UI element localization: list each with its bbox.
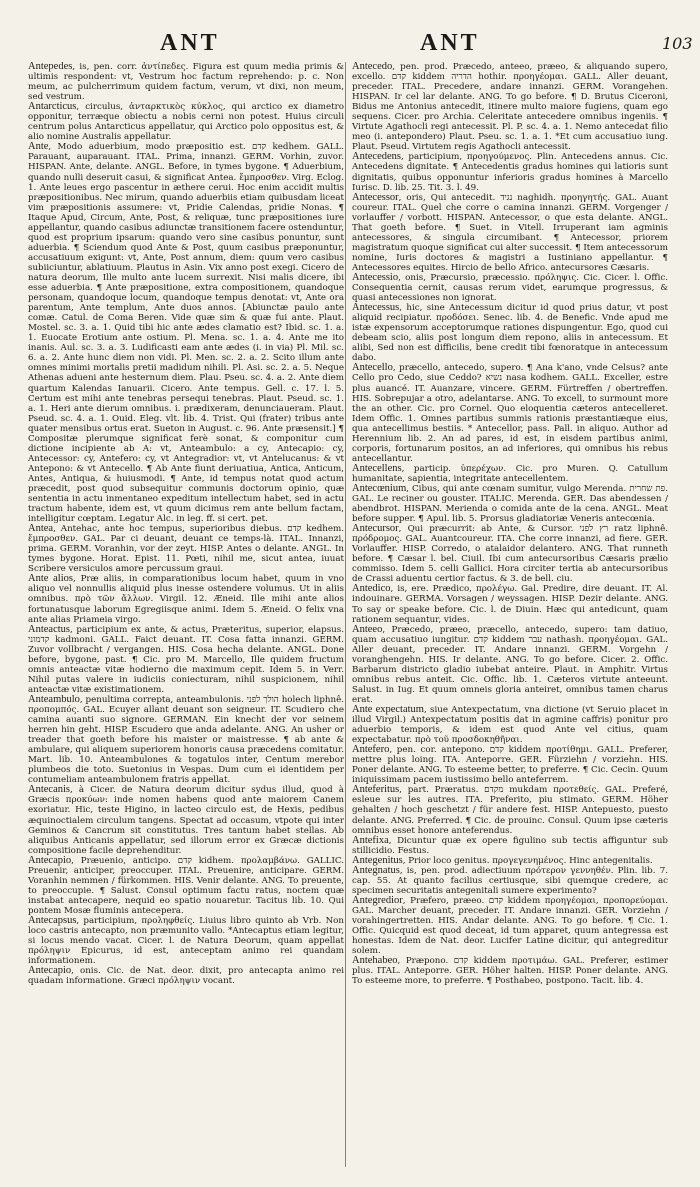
entry-headword: Antecursor xyxy=(352,523,399,535)
dictionary-entry: Antehabeo, Præpono. קדם kiddem προτιμάω. GAL. Preferer, estimer plus. ITAL. Anteporre. GER. Höher halten. HISP. Poner delante. ANG. To esteeme more, to preferre. ¶ Posthabeo, postpono. Tacit. lib. 4. xyxy=(352,955,668,987)
entry-definition: à Cicer. de Natura deorum dicitur sydus illud, quod à Græcis προκύων: inde nomen habens quod ante maiorem Canem exoriatur. Hic, teste Higino, in lacteo circulo est, de Hexis, pedibus æquinoctialem circulum tangens. Spectat ad occasum, vtpote qui inter Geminos & Cancrum sit constitutus. Tres tantum habet stellas. Ab aliquibus Anticanis appellatur, sed illorum error ex Græcæ dictionis compositione facile deprehenditur. xyxy=(28,785,344,856)
entry-headword: Antecapio xyxy=(28,965,72,977)
right-column xyxy=(352,62,668,1172)
dictionary-entry: Antefixa, Dicuntur quæ ex opere figulino sub tectis affiguntur sub stillicidio. Festus. xyxy=(352,834,668,856)
entry-definition: part. Præratus. מקדם mukdam προτεθείς. GAL. Preferé, esleue sur les autres. ITA. Preferito, piu stimato. GERM. Höher gehalten / hoch geschetzt / für andere fest. HISP. Antepuesto, puesto delante. ANG. Preferred. ¶ Cic. de prouinc. Consul. Quum ipse cæteris omnibus esset honore anteferendus. xyxy=(352,785,668,836)
entry-headword: Antecessio xyxy=(352,271,399,283)
entry-headword: Ante expectatum xyxy=(352,704,424,715)
entry-definition: Dicuntur quæ ex opere figulino sub tectis affiguntur sub stillicidio. Festus. xyxy=(352,835,668,856)
entry-headword: Antecœnium xyxy=(352,482,407,494)
dictionary-entry: Antegenitus, Prior loco genitus. προγεγενημένος. Hinc antegenitalis. xyxy=(352,854,653,866)
entry-headword: Antecessor xyxy=(352,191,399,203)
entry-headword: Ante alios xyxy=(28,573,73,585)
entry-headword: Antecessus xyxy=(352,302,400,314)
entry-definition: onis, Præcursio, præcessio. πρόληψις. Cic. Cicer. l. Offic. Consequentia cernit, causas rerum videt, earumque progressus, & quasi antecessiones non ignorat. xyxy=(352,272,668,304)
right-running-head: ANT xyxy=(420,30,480,56)
entry-headword: Antecellens xyxy=(352,462,402,474)
entry-headword: Antedico xyxy=(352,583,391,595)
dictionary-entry: Anteeo, Præcedo, præeo, præcello, antecedo, supero: tam datiuo, quam accusatiuo iungitur. קדם kiddem עבר nathash. προηγέομαι. GAL. Aller deuant, preceder. IT. Andare innanzi. GERM. Vorgehn / voranghengehn. HIS. Ir delante. ANG. To go before. Cicer. 2. Offic. Barbarum districto gladio iubebat anteire. Plaut. in Amphitr. Virtus omnibus rebus anteit. Cic. Offic. lib. 1. Cæteros virtute anteeunt. Salust. in Iug. Et quum omneis gloria anteiret, omnibus tamen charus erat. xyxy=(352,623,668,705)
left-column xyxy=(28,62,344,1172)
entry-definition: particip. ὑπερέχων. Cic. pro Muren. Q. Catullum humanitate, sapientia, integritate antecellentem. xyxy=(352,463,668,484)
entry-headword: Antegnatus xyxy=(352,864,400,876)
entry-headword: Anteferitus xyxy=(352,784,400,796)
dictionary-entry: Antepedes, is, pen. corr. ἀντίπεδες. Figura est quum media primis & ultimis respondent: vt, Vestrum hoc factum reprehendo: p. c. Non meum, ac pulcherrimum quidem factum, verum, vt dixi, non meum, sed vestrum. xyxy=(28,62,344,103)
entry-definition: Modo aduerbium, modo præpositio est. קדם kedhem. GALL. Parauant, auparauant. ITAL. Prima, innanzi. GERM. Vorhin, zuvor. HISPAN. Ante, delante. ANGL. Before, in tymes bygone. ¶ Aduerbium, quando nulli deseruit casui, & significat Antea. ἔμπροσθεν. Virg. Eclog. 1. Ante leues ergo pascentur in æthere cerui. Hoc enim accidit multis præpositionibus. Nec mirum, quando aduerbiis etiam quibusdam liceat vim præpositionis assumere: vt, Pridie Calendas, pridie Nonas. ¶ Itaque Apud, Circum, Ante, Post, & reliquæ, tunc præpositiones iure appellantur, quando casibus adiunctæ transitionem facere ostenduntur, quod est proprium ipsarum: quando vero sine casibus ponuntur, sunt aduerbia. ¶ Sciendum quod Ante & Post, quum casibus præponuntur, accusatiuum exigunt: vt, Ante, Post annum, diem: quum vero casibus subiiciuntur, ablatiuum. Plautus in Asin. Vix anno post exegi. Cicero de natura deorum, Ille multo ante lucem surrexit. Nisi malis dicere, ibi esse aduerbia. ¶ Ante præpositione, extra compositionem, quandoque personam, quandoque locum, quandoque tempus denotat: vt, Ante ora parentum, Ante templum, Ante duos annos. [Abiunctæ paulo ante comæ. Catul. de Coma Beren. Vide quæ sim & quæ fui ante. Plaut. Mostel. sc. 3. a. 1. Quid tibi hic ante ædes clamatio est? Ibid. sc. 1. a. 1. Euocate Erotium ante ostium. Pl. Mena. sc. 1. a. 4. Ante me ito inanis. Aul. sc. 3. a. 3. Ludificasti eam ante ædes (i. in via) Pl. Mil. sc. 6. a. 2. Ante hunc diem non vidi. Pl. Men. sc. 2. a. 2. Scito illum ante omnes minimi mortalis pretii madidum nihili. Pl. Asi. sc. 2. a. 5. Neque Athenas adueni ante hesternum diem. Plau. Pseu. sc. 4. a. 2. Ante diem quartum Kalendas Ianuarii. Cicero. Ante tempus. Gell. c. 17. l. 5. Certum est mihi ante tenebras persequi tenebras. Plaut. Pseud. sc. 1. a. 1. Heri ante dierum omnibus. i. prædixeram, denunciaueram. Plaut. Pseud. sc. 4. a. 1. Ouid. Eleg. vlt. lib. 4. Trist. Qui (frater) tribus ante quater mensibus ortus erat. Sueton in August. c. 96. Ante præsensit.] ¶ Compositæ plerumque significat ferè sonat, & componitur cum dictione incipiente ab A: vt, Anteambulo: a cy, Antecapio: cy, Antecessor: cy, Antefero: cy, vt Antegradior: vt, vt Antelucanus: & vt Antepono: & vt Antecello. ¶ Ab Ante fiunt deriuatiua, Antica, Anticum, Antes, Antiqua, & huiusmodi. ¶ Ante, id tempus notat quod actum præcedit, post quod subsequitur communis doctorum opinio, quæ sententia in actu inmentaneo expeditum intellectum habet, sed in actu tractum habente, idem est, vt quum dicimus rem ante bellum factam, intelligitur cœptam. Legatur Alc. in leg. ff. si cert. pet. xyxy=(28,142,344,525)
entry-definition: onis. Cic. de Nat. deor. dixit, pro antecapta animo rei quadam informatione. Græci πρόληψιν vocant. xyxy=(28,966,344,987)
entry-headword: Antea xyxy=(28,523,54,535)
left-running-head: ANT xyxy=(160,30,220,56)
entry-definition: penultima correpta, anteambulonis. הולך לפני holech liphnê. προπομπός. GAL. Ecuyer allant deuant son seigneur. IT. Scudiero che camina auanti suo signore. GERMAN. Ein knecht der vor seinem herren hin geht. HISP. Escudero que anda adelante. ANG. An usher or treader that goeth before his maister or maistresse. ¶ ab ante & ambulare, qui aliquem superiorem honoris causa præcedens comitatur. Mart. lib. 10. Anteambulones & togatulos inter, Centum merebor plumbeos die toto. Suetonius in Vespas. Dum cum ei identidem per contumeliam anteambulonem fratris appellat. xyxy=(28,694,344,786)
entry-definition: pen. cor. antepono. קדם kiddem προτίθημι. GALL. Preferer, mettre plus loing. ITA. Anteporre. GER. Fürziehn / vorziehn. HIS. Poner delante. ANG. To esteeme better, to preferre. ¶ Cic. Cecin. Quum iniquissimam pacem iustissimo bello anteferrem. xyxy=(352,745,668,786)
entry-headword: Antepedes xyxy=(28,62,73,72)
dictionary-entry: Antefero, pen. cor. antepono. קדם kiddem προτίθημι. GALL. Preferer, mettre plus loing. ITA. Anteporre. GER. Fürziehn / vorziehn. HIS. Poner delante. ANG. To esteeme better, to preferre. ¶ Cic. Cecin. Quum iniquissimam pacem iustissimo bello anteferrem. xyxy=(352,744,668,786)
entry-definition: Præ aliis, in comparationibus locum habet, quum in vno aliquo vel nonnullis aliquid plus inesse ostendere volumus. Ut in aliis omnibus. πρὸ τῶν ἄλλων. Virgil. 12. Æneid. Ille mihi ante alios fortunatusque laborum Egregiisque animi. Idem 5. Æneid. O felix vna ante alias Priameia virgo. xyxy=(28,574,344,625)
entry-definition: is, ere. Prædico, προλέγω. Gal. Predire, dire deuant. IT. Al. indouinare. GERMA. Vorsagen / weyssagen. HISP. Dezir delante. ANG. To say or speake before. Cic. l. de Diuin. Hæc qui antedicunt, quam rationem sequantur, vides. xyxy=(352,584,668,625)
entry-headword: Anteeo xyxy=(352,623,383,635)
dictionary-entry: Ante alios, Præ aliis, in comparationibus locum habet, quum in vno aliquo vel nonnullis aliquid plus inesse ostendere volumus. Ut in aliis omnibus. πρὸ τῶν ἄλλων. Virgil. 12. Æneid. Ille mihi ante alios fortunatusque laborum Egregiisque animi. Idem 5. Æneid. O felix vna ante alias Priameia virgo. xyxy=(28,573,344,625)
entry-headword: Ante xyxy=(28,141,49,153)
entry-definition: hic, sine Antecessum dicitur id quod prius datur, vt post aliquid recipiatur. προδόσει. Senec. lib. 4. de Benefic. Vnde apud me istæ expensorum acceptorumque rationes dispungentur. Ego, quod cui debeam scio, aliis post longum diem repono, aliis in antecessum. Et alibi, Sed non est difficilis, bene credit tibi fœnoratque in antecessum dabo. xyxy=(352,303,668,364)
dictionary-entry: Antegredior, Præfero, præeo. קדם kiddem προηγέομαι, προπορεύομαι. GAL. Marcher deuant, preceder. IT. Andare innanzi. GER. Vorziehn / vorahingertretten. HIS. Andar delante. ANG. To go before. ¶ Cic. 1. Offic. Quicquid est quod deceat, id tum apparet, quum antegressa est honestas. Idem de Nat. deor. Lucifer Latine dicitur, qui antegreditur solem. xyxy=(352,894,668,957)
dictionary-entry: Antecedo, pen. prod. Præcedo, anteeo, præeo, & aliquando supero, excello. קדם kiddem הדריה hothir. προηγέομαι. GALL. Aller deuant, preceder. ITAL. Precedere, andare innanzi. GERM. Vorangehen. HISPAN. Ir cel lar delante. ANG. To go before. ¶ D. Brutus Ciceroni, Bidus me Antonius antecedit, itinere multo maiore fugiens, quam ego sequens. Cicer. pro Archia. Celeritate antecedere omnibus ingeniis. ¶ Virtute Agathocli regi antecessit. Pl. P. sc. 4. a. 1. Nemo antecedat filio meo (i. antepondero) Plaut. Pseu. sc. 1. a. 1. *Et cum accusatiuo iung. Plaut. Pseud. Virtutem regis Agathocli antecessit. xyxy=(352,62,668,153)
entry-definition: Præpono. קדם kiddem προτιμάω. GAL. Preferer, estimer plus. ITAL. Anteporre. GER. Höher halten. HISP. Poner delante. ANG. To esteeme more, to preferre. ¶ Posthabeo, postpono. Tacit. lib. 4. xyxy=(352,956,668,987)
dictionary-entry: Antecapio, Præuenio, anticipo. קדם kidhem. προλαμβάνω. GALLIC. Preuenir, anticiper, preoccuper. ITAL. Preuenire, anticipare. GERM. Voranhin nemmen / fürkommen. HIS. Venir delante. ANG. To preuente, to preoccupie. ¶ Salust. Consul optimum factu ratus, noctem quæ instabat antecapere, nequid eo spatio nouaretur. Tacitus lib. 10. Qui pontem Mosæ fluminis antecepera. xyxy=(28,854,344,916)
entry-definition: pen. prod. Præcedo, anteeo, præeo, & aliquando supero, excello. קדם kiddem הדריה hothir. προηγέομαι. GALL. Aller deuant, preceder. ITAL. Precedere, andare innanzi. GERM. Vorangehen. HISPAN. Ir cel lar delante. ANG. To go before. ¶ D. Brutus Ciceroni, Bidus me Antonius antecedit, itinere multo maiore fugiens, quam ego sequens. Cicer. pro Archia. Celeritate antecedere omnibus ingeniis. ¶ Virtute Agathocli regi antecessit. Pl. P. sc. 4. a. 1. Nemo antecedat filio meo (i. antepondero) Plaut. Pseu. sc. 1. a. 1. *Et cum accusatiuo iung. Plaut. Pseud. Virtutem regis Agathocli antecessit. xyxy=(352,62,668,153)
dictionary-entry: Antecessor, oris, Qui antecedit. נגיד naghidh. προηγητής. GAL. Auant coureur. ITAL. Quel che corre o camina innanzi. GERM. Vorgenger / vorlauffer / vorbott. HISPAN. Antecessor, o que esta delante. ANGL. That goeth before. ¶ Suet. in Vitell. Irruperant iam agminis antecessores, & singula circumibant. ¶ Antecessor, priorem magistratum quoque significat cui alter successit. ¶ Item antecessorum nomine, Iuris doctores & magistri a Iustiniano appellantur. ¶ Antecessores equites. Hircio de bello Africo. antecursores Cæsaris. xyxy=(352,191,668,273)
entry-headword: Antecapsus xyxy=(28,914,77,926)
dictionary-entry: Antarcticus, circulus, ἀνταρκτικὸς κύκλος, qui arctico ex diametro opponitur, terræque obiectu a nobis cerni non potest. Huius circuli centrum polus Antarcticus appellatur, qui Arctico polo oppositus est, & alio nomine Australis appellatur. xyxy=(28,101,344,143)
dictionary-entry: Antedico, is, ere. Prædico, προλέγω. Gal. Predire, dire deuant. IT. Al. indouinare. GERMA. Vorsagen / weyssagen. HISP. Dezir delante. ANG. To say or speake before. Cic. l. de Diuin. Hæc qui antedicunt, quam rationem sequantur, vides. xyxy=(352,583,668,625)
entry-definition: is, pen. prod. adiectiuum πρότερον γεννηθέν. Plin. lib. 7. cap. 55. At quanto facilius certiusque, sibi quemque credere, ac specimen securitatis antegenitali sumere experimento? xyxy=(352,865,668,896)
entry-headword: Anteactus xyxy=(28,623,70,635)
entry-headword: Anteambulo xyxy=(28,693,80,705)
dictionary-entry: Ante, Modo aduerbium, modo præpositio est. קדם kedhem. GALL. Parauant, auparauant. ITAL. Prima, innanzi. GERM. Vorhin, zuvor. HISPAN. Ante, delante. ANGL. Before, in tymes bygone. ¶ Aduerbium, quando nulli deseruit casui, & significat Antea. ἔμπροσθεν. Virg. Eclog. 1. Ante leues ergo pascentur in æthere cerui. Hoc enim accidit multis præpositionibus. Nec mirum, quando aduerbiis etiam quibusdam liceat vim præpositionis assumere: vt, Pridie Calendas, pridie Nonas. ¶ Itaque Apud, Circum, Ante, Post, & reliquæ, tunc præpositiones iure appellantur, quando casibus adiunctæ transitionem facere ostenduntur, quod est proprium ipsarum: quando vero sine casibus ponuntur, sunt aduerbia. ¶ Sciendum quod Ante & Post, quum casibus præponuntur, accusatiuum exigunt: vt, Ante, Post annum, diem: quum vero casibus subiiciuntur, ablatiuum. Plautus in Asin. Vix anno post exegi. Cicero de natura deorum, Ille multo ante lucem surrexit. Nisi malis dicere, ibi esse aduerbia. ¶ Ante præpositione, extra compositionem, quandoque personam, quandoque locum, quandoque tempus denotat: vt, Ante ora parentum, Ante templum, Ante duos annos. [Abiunctæ paulo ante comæ. Catul. de Coma Beren. Vide quæ sim & quæ fui ante. Plaut. Mostel. sc. 3. a. 1. Quid tibi hic ante ædes clamatio est? Ibid. sc. 1. a. 1. Euocate Erotium ante ostium. Pl. Mena. sc. 1. a. 4. Ante me ito inanis. Aul. sc. 3. a. 3. Ludificasti eam ante ædes (i. in via) Pl. Mil. sc. 6. a. 2. Ante hunc diem non vidi. Pl. Men. sc. 2. a. 2. Scito illum ante omnes minimi mortalis pretii madidum nihili. Pl. Asi. sc. 2. a. 5. Neque Athenas adueni ante hesternum diem. Plau. Pseu. sc. 4. a. 2. Ante diem quartum Kalendas Ianuarii. Cicero. Ante tempus. Gell. c. 17. l. 5. Certum est mihi ante tenebras persequi tenebras. Plaut. Pseud. sc. 1. a. 1. Heri ante dierum omnibus. i. prædixeram, denunciaueram. Plaut. Pseud. sc. 4. a. 1. Ouid. Eleg. vlt. lib. 4. Trist. Qui (frater) tribus ante quater mensibus ortus erat. Sueton in August. c. 96. Ante præsensit.] ¶ Compositæ plerumque significat ferè sonat, & componitur cum dictione incipiente ab A: vt, Anteambulo: a cy, Antecapio: cy, Antecessor: cy, Antefero: cy, vt Antegradior: vt, vt Antelucanus: & vt Antepono: & vt Antecello. ¶ Ab Ante fiunt deriuatiua, Antica, Anticum, Antes, Antiqua, & huiusmodi. ¶ Ante, id tempus notat quod actum præcedit, post quod subsequitur communis doctorum opinio, quæ sententia in actu inmentaneo expeditum intellectum habet, sed in actu tractum habente, idem est, vt quum dicimus rem ante bellum factam, intelligitur cœptam. Legatur Alc. in leg. ff. si cert. pet. xyxy=(28,141,344,525)
entry-headword: Antefixa xyxy=(352,834,389,846)
dictionary-entry: Antecapsus, participium, προληφθείς. Liuius libro quinto ab Vrb. Non loco castris antecapto, non præmunito vallo. *Antecaptus etiam legitur, si locus mendo vacat. Cicer. l. de Natura Deorum, quam appellat πρόληψιν Epicurus, id est, anteceptam animo rei quandam informationem. xyxy=(28,914,344,967)
entry-definition: oris, Qui antecedit. נגיד naghidh. προηγητής. GAL. Auant coureur. ITAL. Quel che corre o camina innanzi. GERM. Vorgenger / vorlauffer / vorbott. HISPAN. Antecessor, o que esta delante. ANGL. That goeth before. ¶ Suet. in Vitell. Irruperant iam agminis antecessores, & singula circumibant. ¶ Antecessor, priorem magistratum quoque significat cui alter successit. ¶ Item antecessorum nomine, Iuris doctores & magistri a Iustiniano appellantur. ¶ Antecessores equites. Hircio de bello Africo. antecursores Cæsaris. xyxy=(352,192,668,273)
entry-headword: Antegenitus xyxy=(352,854,403,866)
entry-definition: Antehac, ante hoc tempus, superioribus diebus. קדם kedhem. ἔμπροσθεν. GAL. Par ci deuant, deuant ce temps-là. ITAL. Innanzi, prima. GERM. Voranhin, vor der zeyt. HISP. Antes o delante. ANGL. In tymes bygone. Horat. Epist. 11. Pœti, nihil me, sicut antea, iuuat Scribere versiculos amore percussum graui. xyxy=(28,524,344,575)
page-number: 103 xyxy=(662,34,693,53)
dictionary-entry: Antecursor, Qui præcurrit: ab Ante, & Cursor. רץ לפני ratz liphnê. πρόδρομος. GAL. Auantcoureur. ITA. Che corre innanzi, ad fiere. GER. Vorlauffer. HISP. Corredo, o atalaidor delantero. ANG. That runneth before. ¶ Cæsar l. bel. Ciuil. Ibi cum antecursoribus Cæsaris prælio commisso. Idem 5. celli Gallici. Hora circiter tertia ab antecursoribus de Crassi aduentu certior factus. & 3. de bell. ciu. xyxy=(352,523,668,585)
dictionary-entry: Antecedens, participium, προηγούμενος. Plin. Antecedens annus. Cic. Antecedens dignitate. ¶ Antecedentis gradus homines qui latioris sunt dignitatis, quibus opponuntur inferioris gradus homines à Marcello Iurisc. D. lib. 25. Tit. 3. l. 49. xyxy=(352,151,668,193)
dictionary-entry: Antecessus, hic, sine Antecessum dicitur id quod prius datur, vt post aliquid recipiatur. προδόσει. Senec. lib. 4. de Benefic. Vnde apud me istæ expensorum acceptorumque rationes dispungentur. Ego, quod cui debeam scio, aliis post longum diem repono, aliis in antecessum. Et alibi, Sed non est difficilis, bene credit tibi fœnoratque in antecessum dabo. xyxy=(352,302,668,364)
entry-definition: siue Antexpectatum, vna dictione (vt Seruio placet in illud Virgil.) Antexpectatum positis dat in agmine caffris) ponitur pro aduerbio temporis, & idem est quod Ante vel citius, quam expectabatur. πρὸ τοῦ προσδοκηθῆναι. xyxy=(352,705,668,746)
dictionary-entry: Antecessio, onis, Præcursio, præcessio. πρόληψις. Cic. Cicer. l. Offic. Consequentia cernit, causas rerum videt, earumque progressus, & quasi antecessiones non ignorat. xyxy=(352,271,668,304)
entry-definition: Qui præcurrit: ab Ante, & Cursor. רץ לפני ratz liphnê. πρόδρομος. GAL. Auantcoureur. ITA. Che corre innanzi, ad fiere. GER. Vorlauffer. HISP. Corredo, o atalaidor delantero. ANG. That runneth before. ¶ Cæsar l. bel. Ciuil. Ibi cum antecursoribus Cæsaris prælio commisso. Idem 5. celli Gallici. Hora circiter tertia ab antecursoribus de Crassi aduentu certior factus. & 3. de bell. ciu. xyxy=(352,524,668,585)
entry-definition: participium ex ante, & actus, Præteritus, superior, elapsus. קדמוני kadmoni. GALL. Faict deuant. IT. Cosa fatta innanzi. GERM. Zuvor vollbracht / vergangen. HIS. Cosa hecha delante. ANGL. Done before, bygone, past. ¶ Cic. pro M. Marcello, Ille quidem fructum omnis anteactæ vitæ hodierno die maximum cepit. Idem 5. in Verr. Nihil putas valere in iudiciis coniecturam, nihil suspicionem, nihil anteactæ vitæ existimationem. xyxy=(28,624,344,695)
entry-headword: Antecedo xyxy=(352,62,393,72)
dictionary-entry: Antecapio, onis. Cic. de Nat. deor. dixit, pro antecapta animo rei quadam informatione. Græci πρόληψιν vocant. xyxy=(28,965,344,987)
dictionary-entry: Anteferitus, part. Præratus. מקדם mukdam προτεθείς. GAL. Preferé, esleue sur les autres. ITA. Preferito, piu stimato. GERM. Höher gehalten / hoch geschetzt / für andere fest. HISP. Antepuesto, puesto delante. ANG. Preferred. ¶ Cic. de prouinc. Consul. Quum ipse cæteris omnibus esset honore anteferendus. xyxy=(352,784,668,836)
column-divider xyxy=(345,62,346,1167)
entry-definition: Præcedo, præeo, præcello, antecedo, supero: tam datiuo, quam accusatiuo iungitur. קדם kiddem עבר nathash. προηγέομαι. GAL. Aller deuant, preceder. IT. Andare innanzi. GERM. Vorgehn / voranghengehn. HIS. Ir delante. ANG. To go before. Cicer. 2. Offic. Barbarum districto gladio iubebat anteire. Plaut. in Amphitr. Virtus omnibus rebus anteit. Cic. Offic. lib. 1. Cæteros virtute anteeunt. Salust. in Iug. Et quum omneis gloria anteiret, omnibus tamen charus erat. xyxy=(352,624,668,705)
entry-definition: Præuenio, anticipo. קדם kidhem. προλαμβάνω. GALLIC. Preuenir, anticiper, preoccuper. ITAL. Preuenire, anticipare. GERM. Voranhin nemmen / fürkommen. HIS. Venir delante. ANG. To preuente, to preoccupie. ¶ Salust. Consul optimum factu ratus, noctem quæ instabat antecapere, nequid eo spatio nouaretur. Tacitus lib. 10. Qui pontem Mosæ fluminis antecepera. xyxy=(28,855,344,916)
entry-headword: Antehabeo xyxy=(352,955,398,967)
entry-definition: circulus, ἀνταρκτικὸς κύκλος, qui arctico ex diametro opponitur, terræque obiectu a nobis cerni non potest. Huius circuli centrum polus Antarcticus appellatur, qui Arctico polo oppositus est, & alio nomine Australis appellatur. xyxy=(28,102,344,143)
dictionary-entry: Antecanis, à Cicer. de Natura deorum dicitur sydus illud, quod à Græcis προκύων: inde nomen habens quod ante maiorem Canem exoriatur. Hic, teste Higino, in lacteo circulo est, de Hexis, pedibus æquinoctialem circulum tangens. Spectat ad occasum, vtpote qui inter Geminos & Cancrum sit constitutus. Tres tantum habet stellas. Ab aliquibus Anticanis appellatur, sed illorum error ex Græcæ dictionis compositione facile deprehenditur. xyxy=(28,784,344,856)
dictionary-entry: Anteambulo, penultima correpta, anteambulonis. הולך לפני holech liphnê. προπομπός. GAL. Ecuyer allant deuant son seigneur. IT. Scudiero che camina auanti suo signore. GERMAN. Ein knecht der vor seinem herren hin geht. HISP. Escudero que anda adelante. ANG. An usher or treader that goeth before his maister or maistresse. ¶ ab ante & ambulare, qui aliquem superiorem honoris causa præcedens comitatur. Mart. lib. 10. Anteambulones & togatulos inter, Centum merebor plumbeos die toto. Suetonius in Vespas. Dum cum ei identidem per contumeliam anteambulonem fratris appellat. xyxy=(28,693,344,786)
entry-definition: Prior loco genitus. προγεγενημένος. Hinc antegenitalis. xyxy=(408,855,653,866)
dictionary-entry: Antea, Antehac, ante hoc tempus, superioribus diebus. קדם kedhem. ἔμπροσθεν. GAL. Par ci deuant, deuant ce temps-là. ITAL. Innanzi, prima. GERM. Voranhin, vor der zeyt. HISP. Antes o delante. ANGL. In tymes bygone. Horat. Epist. 11. Pœti, nihil me, sicut antea, iuuat Scribere versiculos amore percussum graui. xyxy=(28,523,344,575)
entry-headword: Antecapio xyxy=(28,854,72,866)
entry-definition: participium, προηγούμενος. Plin. Antecedens annus. Cic. Antecedens dignitate. ¶ Antecedentis gradus homines qui latioris sunt dignitatis, quibus opponuntur inferioris gradus homines à Marcello Iurisc. D. lib. 25. Tit. 3. l. 49. xyxy=(352,152,668,193)
entry-definition: is, pen. corr. ἀντίπεδες. Figura est quum media primis & ultimis respondent: vt, Vestrum hoc factum reprehendo: p. c. Non meum, ac pulcherrimum quidem factum, verum, vt dixi, non meum, sed vestrum. xyxy=(28,62,344,103)
entry-definition: Præfero, præeo. קדם kiddem προηγέομαι, προπορεύομαι. GAL. Marcher deuant, preceder. IT. Andare innanzi. GER. Vorziehn / vorahingertretten. HIS. Andar delante. ANG. To go before. ¶ Cic. 1. Offic. Quicquid est quod deceat, id tum apparet, quum antegressa est honestas. Idem de Nat. deor. Lucifer Latine dicitur, qui antegreditur solem. xyxy=(352,895,668,957)
dictionary-entry: Anteactus, participium ex ante, & actus, Præteritus, superior, elapsus. קדמוני kadmoni. GALL. Faict deuant. IT. Cosa fatta innanzi. GERM. Zuvor vollbracht / vergangen. HIS. Cosa hecha delante. ANGL. Done before, bygone, past. ¶ Cic. pro M. Marcello, Ille quidem fructum omnis anteactæ vitæ hodierno die maximum cepit. Idem 5. in Verr. Nihil putas valere in iudiciis coniecturam, nihil suspicionem, nihil anteactæ vitæ existimationem. xyxy=(28,623,344,695)
dictionary-entry: Antecello, præcello, antecedo, supero. ¶ Ana k'ano, vnde Celsus? ante Cello pro Cedo, siue Ceddo? נשיא nasa kodhem. GALL. Exceller, estre plus auancé. IT. Auanzare, vincere. GERM. Fürtreffen / obertreffen. HIS. Sobrepujar a otro, adelantarse. ANG. To excell, to surmount more the an other. Cic. pro Cornel. Quo eloquentia cæteros antecelleret. Idem Offic. 1. Omnes partibus summis rationis præstantiæque eius, qua antecellimus bestiis. * Antecellor, pass. Pall. in aliquo. Author ad Herennium lib. 2. An ad pares, id est, in eisdem partibus animi, corporis, fortunarum positos, an ad inferiores, qui omnibus his rebus antecellantur. xyxy=(352,362,668,464)
entry-definition: participium, προληφθείς. Liuius libro quinto ab Vrb. Non loco castris antecapto, non præmunito vallo. *Antecaptus etiam legitur, si locus mendo vacat. Cicer. l. de Natura Deorum, quam appellat πρόληψιν Epicurus, id est, anteceptam animo rei quandam informationem. xyxy=(28,915,344,967)
entry-headword: Antecedens xyxy=(352,151,401,163)
page-header xyxy=(0,30,700,58)
dictionary-entry: Antegnatus, is, pen. prod. adiectiuum πρότερον γεννηθέν. Plin. lib. 7. cap. 55. At quanto facilius certiusque, sibi quemque credere, ac specimen securitatis antegenitali sumere experimento? xyxy=(352,864,668,896)
entry-headword: Antarcticus xyxy=(28,101,77,113)
dictionary-entry: Antecellens, particip. ὑπερέχων. Cic. pro Muren. Q. Catullum humanitate, sapientia, integritate antecellentem. xyxy=(352,462,668,484)
entry-definition: Cibus, qui ante cœnam sumitur, vulgo Merenda. פת שחרית. GAL. Le reciner ou gouster. ITALIC. Merenda. GER. Das abendessen / abendbrot. HISPAN. Merienda o comida ante de la cena. ANGL. Meat before supper. ¶ Apul. lib. 5. Prorsus gladiatoriæ Veneris antecœnia. xyxy=(352,483,668,525)
dictionary-entry: Antecœnium, Cibus, qui ante cœnam sumitur, vulgo Merenda. פת שחרית. GAL. Le reciner ou gouster. ITALIC. Merenda. GER. Das abendessen / abendbrot. HISPAN. Merienda o comida ante de la cena. ANGL. Meat before supper. ¶ Apul. lib. 5. Prorsus gladiatoriæ Veneris antecœnia. xyxy=(352,482,668,525)
entry-headword: Antecello xyxy=(352,362,393,374)
entry-headword: Antecanis xyxy=(28,784,70,796)
entry-definition: præcello, antecedo, supero. ¶ Ana k'ano, vnde Celsus? ante Cello pro Cedo, siue Ceddo? נשיא nasa kodhem. GALL. Exceller, estre plus auancé. IT. Auanzare, vincere. GERM. Fürtreffen / obertreffen. HIS. Sobrepujar a otro, adelantarse. ANG. To excell, to surmount more the an other. Cic. pro Cornel. Quo eloquentia cæteros antecelleret. Idem Offic. 1. Omnes partibus summis rationis præstantiæque eius, qua antecellimus bestiis. * Antecellor, pass. Pall. in aliquo. Author ad Herennium lib. 2. An ad pares, id est, in eisdem partibus animi, corporis, fortunarum positos, an ad inferiores, qui omnibus his rebus antecellantur. xyxy=(352,363,668,464)
dictionary-entry: Ante expectatum, siue Antexpectatum, vna dictione (vt Seruio placet in illud Virgil.) Antexpectatum positis dat in agmine caffris) ponitur pro aduerbio temporis, & idem est quod Ante vel citius, quam expectabatur. πρὸ τοῦ προσδοκηθῆναι. xyxy=(352,704,668,746)
entry-headword: Antefero xyxy=(352,744,390,756)
entry-headword: Antegredior xyxy=(352,894,403,906)
